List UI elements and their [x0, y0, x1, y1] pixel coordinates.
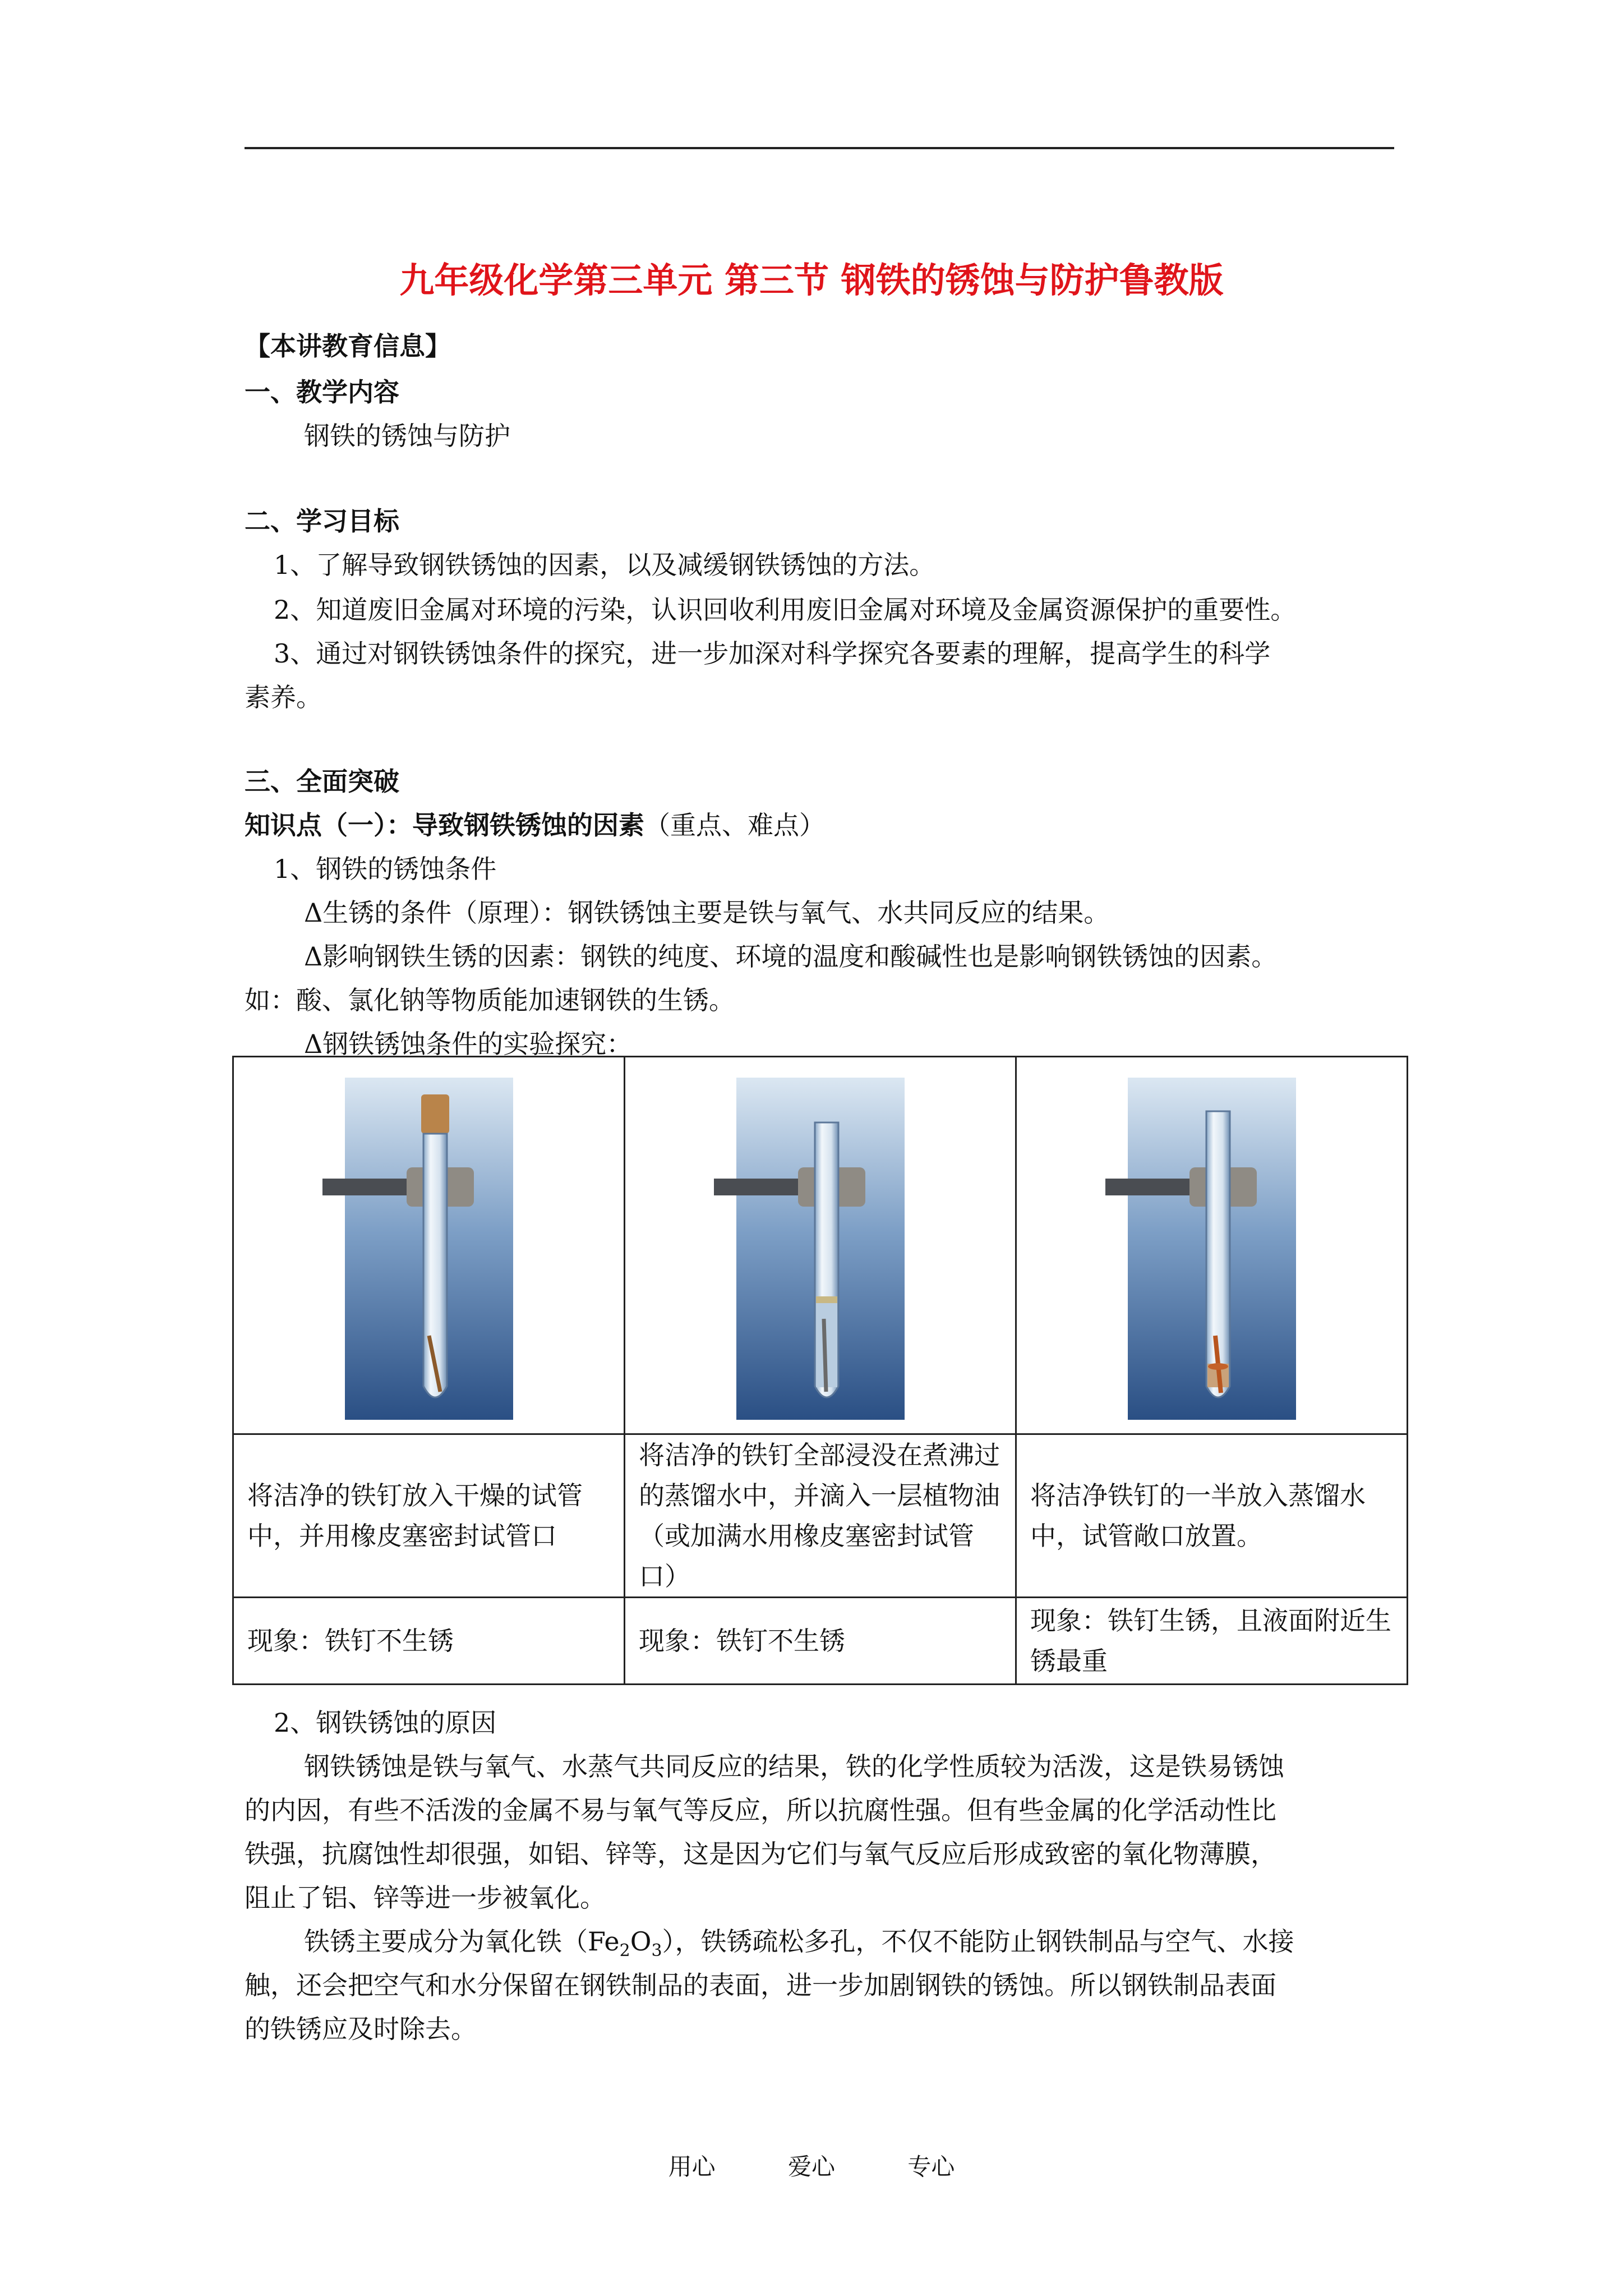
subscript-2: 2 [619, 1941, 630, 1961]
page-footer [0, 2148, 1623, 2182]
test-tube-dry-image [322, 1072, 536, 1425]
condition-2: 将洁净的铁钉全部浸没在煮沸过的蒸馏水中，并滴入一层植物油（或加满水用橡皮塞密封试管口） [625, 1434, 1016, 1598]
para1-line-1: 钢铁锈蚀是铁与氧气、水蒸气共同反应的结果，铁的化学性质较为活泼，这是铁易锈蚀 [304, 1751, 1284, 1782]
para1-line-2: 的内因，有些不活泼的金属不易与氧气等反应，所以抗腐性强。但有些金属的化学活动性比 [245, 1795, 1276, 1825]
delta-experiment: Δ钢铁锈蚀条件的实验探究： [304, 1029, 633, 1059]
observation-3: 现象：铁钉生锈，且液面附近生锈最重 [1016, 1598, 1408, 1685]
subsection-2-heading: 2、钢铁锈蚀的原因 [274, 1708, 497, 1738]
knowledge-point-1 [245, 803, 825, 847]
delta-rust-factors: Δ影响钢铁生锈的因素：钢铁的纯度、环境的温度和酸碱性也是影响钢铁锈蚀的因素。 [304, 941, 1278, 972]
page-title: 九年级化学第三单元 第三节 钢铁的锈蚀与防护鲁教版 [399, 260, 1224, 301]
experiment-image-cell-3 [1016, 1057, 1408, 1434]
footer-word-1: 用心 [668, 2153, 716, 2180]
para2-text-c: ），铁锈疏松多孔，不仅不能防止钢铁制品与空气、水接 [662, 1926, 1294, 1957]
header-rule [245, 147, 1394, 149]
condition-3: 将洁净铁钉的一半放入蒸馏水中，试管敞口放置。 [1016, 1434, 1408, 1598]
condition-1: 将洁净的铁钉放入干燥的试管中，并用橡皮塞密封试管口 [233, 1434, 625, 1598]
para2-text-b: O [630, 1926, 652, 1957]
experiment-image-cell-1 [233, 1057, 625, 1434]
para1-line-4: 阻止了铝、锌等进一步被氧化。 [245, 1883, 606, 1913]
observation-2: 现象：铁钉不生锈 [625, 1598, 1016, 1685]
subsection-1-heading: 1、钢铁的锈蚀条件 [274, 854, 497, 884]
table-row-observations [233, 1598, 1408, 1685]
para2-line-3: 的铁锈应及时除去。 [245, 2014, 477, 2044]
subscript-3: 3 [651, 1941, 662, 1961]
para2-line-2: 触，还会把空气和水分保留在钢铁制品的表面，进一步加剧钢铁的锈蚀。所以钢铁制品表面 [245, 1970, 1276, 2000]
experiment-table [232, 1056, 1408, 1685]
delta-rust-condition: Δ生锈的条件（原理）：钢铁锈蚀主要是铁与氧气、水共同反应的结果。 [304, 898, 1110, 928]
section-3-heading: 三、全面突破 [245, 766, 399, 797]
section-2-heading: 二、学习目标 [245, 506, 399, 536]
section-1-text: 钢铁的锈蚀与防护 [304, 421, 510, 451]
section-1-heading: 一、教学内容 [245, 377, 399, 407]
footer-word-3: 专心 [907, 2153, 955, 2180]
table-row-conditions [233, 1434, 1408, 1598]
test-tube-half-water-image [1105, 1072, 1318, 1425]
section-info-heading: 【本讲教育信息】 [245, 331, 451, 361]
delta-rust-factors-cont: 如：酸、氯化钠等物质能加速钢铁的生锈。 [245, 985, 735, 1015]
footer-word-2: 爱心 [787, 2153, 835, 2180]
table-row-images [233, 1057, 1408, 1434]
observation-1: 现象：铁钉不生锈 [233, 1598, 625, 1685]
goal-item-3-cont: 素养。 [245, 682, 322, 712]
goal-item-3: 3、通过对钢铁锈蚀条件的探究，进一步加深对科学探究各要素的理解，提高学生的科学 [274, 638, 1271, 669]
goal-item-1: 1、了解导致钢铁锈蚀的因素，以及减缓钢铁锈蚀的方法。 [274, 550, 935, 580]
goal-item-2: 2、知道废旧金属对环境的污染，认识回收利用废旧金属对环境及金属资源保护的重要性。 [274, 595, 1297, 625]
knowledge-point-1-note: （重点、难点） [644, 810, 825, 840]
para1-line-3: 铁强，抗腐蚀性却很强，如铝、锌等，这是因为它们与氧气反应后形成致密的氧化物薄膜， [245, 1839, 1276, 1869]
experiment-image-cell-2 [625, 1057, 1016, 1434]
para2-text-a: 铁锈主要成分为氧化铁（Fe [304, 1926, 620, 1957]
knowledge-point-1-title: 知识点（一）：导致钢铁锈蚀的因素 [245, 810, 644, 840]
test-tube-water-oil-image [714, 1072, 927, 1425]
